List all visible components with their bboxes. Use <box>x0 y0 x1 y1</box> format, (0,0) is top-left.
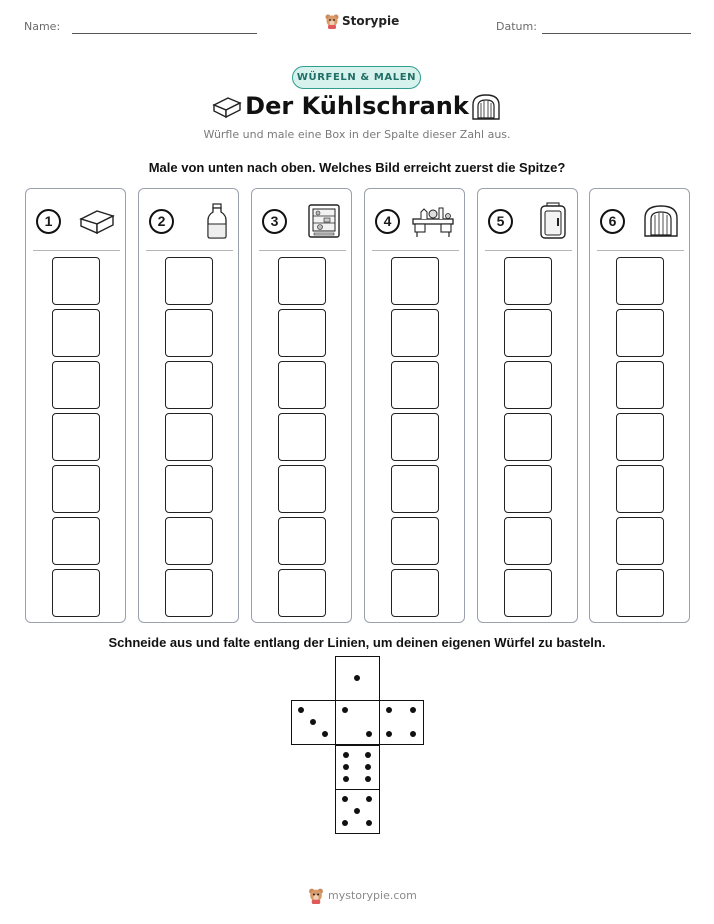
coloring-box[interactable] <box>52 569 100 617</box>
die-face-top <box>335 656 380 701</box>
pip <box>342 796 348 802</box>
pip <box>342 820 348 826</box>
bear-icon <box>308 887 324 904</box>
coloring-box[interactable] <box>391 257 439 305</box>
pip <box>410 707 416 713</box>
brand-name: Storypie <box>342 14 400 28</box>
coloring-box[interactable] <box>616 517 664 565</box>
pip <box>298 707 304 713</box>
die-face-bottom <box>335 789 380 834</box>
date-label: Datum: <box>496 20 537 33</box>
column-divider <box>146 250 233 251</box>
small-fridge-icon <box>538 201 568 241</box>
pip <box>386 707 392 713</box>
coloring-box[interactable] <box>278 413 326 461</box>
milk-bottle-icon <box>205 202 229 240</box>
coloring-box[interactable] <box>165 465 213 513</box>
coloring-box[interactable] <box>504 361 552 409</box>
coloring-box[interactable] <box>391 517 439 565</box>
column-divider <box>259 250 346 251</box>
coloring-box[interactable] <box>52 257 100 305</box>
instruction-text: Male von unten nach oben. Welches Bild erreicht zuerst die Spitze? <box>148 160 566 175</box>
die-face-left <box>291 700 336 745</box>
column-6 <box>589 188 690 623</box>
column-divider <box>597 250 684 251</box>
brand-logo <box>325 13 399 29</box>
die-face-lower <box>335 745 380 790</box>
coloring-box[interactable] <box>504 465 552 513</box>
coloring-box[interactable] <box>52 413 100 461</box>
coloring-box[interactable] <box>391 309 439 357</box>
pip <box>354 675 360 681</box>
subtitle: Würfle und male eine Box in der Spalte dieser Zahl aus. <box>203 128 511 141</box>
column-3 <box>251 188 352 623</box>
column-divider <box>485 250 572 251</box>
number-circle: 5 <box>488 209 513 234</box>
pip <box>342 707 348 713</box>
column-2 <box>138 188 239 623</box>
coloring-box[interactable] <box>52 517 100 565</box>
fridge-shelves-icon <box>642 204 680 238</box>
column-divider <box>33 250 120 251</box>
coloring-box[interactable] <box>616 569 664 617</box>
coloring-box[interactable] <box>165 361 213 409</box>
coloring-box[interactable] <box>278 257 326 305</box>
coloring-box[interactable] <box>616 257 664 305</box>
fridge-shelves-icon <box>470 93 502 121</box>
number-circle: 1 <box>36 209 61 234</box>
fridge-open-icon <box>306 202 342 240</box>
pip <box>366 820 372 826</box>
coloring-box[interactable] <box>165 413 213 461</box>
coloring-box[interactable] <box>278 569 326 617</box>
column-4 <box>364 188 465 623</box>
die-face-right <box>379 700 424 745</box>
coloring-box[interactable] <box>52 465 100 513</box>
pip <box>410 731 416 737</box>
pip <box>365 776 371 782</box>
number-circle: 3 <box>262 209 287 234</box>
table-with-food-icon <box>411 203 455 239</box>
page-title: Der Kühlschrank <box>245 92 469 120</box>
coloring-columns <box>25 188 690 623</box>
coloring-box[interactable] <box>278 361 326 409</box>
coloring-box[interactable] <box>391 465 439 513</box>
coloring-box[interactable] <box>165 517 213 565</box>
coloring-box[interactable] <box>504 517 552 565</box>
bear-icon <box>325 13 339 29</box>
coloring-box[interactable] <box>504 257 552 305</box>
cut-instruction: Schneide aus und falte entlang der Linien, um deinen eigenen Würfel zu basteln. <box>108 635 606 650</box>
coloring-box[interactable] <box>616 413 664 461</box>
coloring-box[interactable] <box>165 257 213 305</box>
pip <box>365 752 371 758</box>
pip <box>343 764 349 770</box>
pip <box>366 731 372 737</box>
category-badge: WÜRFELN & MALEN <box>292 66 421 89</box>
coloring-box[interactable] <box>391 361 439 409</box>
coloring-box[interactable] <box>504 569 552 617</box>
pip <box>343 752 349 758</box>
coloring-box[interactable] <box>391 413 439 461</box>
coloring-box[interactable] <box>278 465 326 513</box>
pip <box>365 764 371 770</box>
coloring-box[interactable] <box>165 569 213 617</box>
coloring-box[interactable] <box>278 517 326 565</box>
column-1 <box>25 188 126 623</box>
butter-icon <box>78 207 116 235</box>
footer <box>308 887 417 904</box>
pip <box>322 731 328 737</box>
coloring-box[interactable] <box>278 309 326 357</box>
column-divider <box>372 250 459 251</box>
pip <box>366 796 372 802</box>
die-face-center <box>335 700 380 745</box>
coloring-box[interactable] <box>616 361 664 409</box>
pip <box>354 808 360 814</box>
date-line[interactable] <box>542 33 691 34</box>
coloring-box[interactable] <box>616 309 664 357</box>
footer-url[interactable]: mystorypie.com <box>328 889 417 902</box>
coloring-box[interactable] <box>52 361 100 409</box>
name-label: Name: <box>24 20 61 33</box>
coloring-box[interactable] <box>165 309 213 357</box>
number-circle: 6 <box>600 209 625 234</box>
coloring-box[interactable] <box>391 569 439 617</box>
column-5 <box>477 188 578 623</box>
pip <box>310 719 316 725</box>
number-circle: 2 <box>149 209 174 234</box>
name-line[interactable] <box>72 33 257 34</box>
coloring-box[interactable] <box>504 413 552 461</box>
pip <box>343 776 349 782</box>
coloring-box[interactable] <box>616 465 664 513</box>
coloring-box[interactable] <box>504 309 552 357</box>
pip <box>386 731 392 737</box>
coloring-box[interactable] <box>52 309 100 357</box>
number-circle: 4 <box>375 209 400 234</box>
